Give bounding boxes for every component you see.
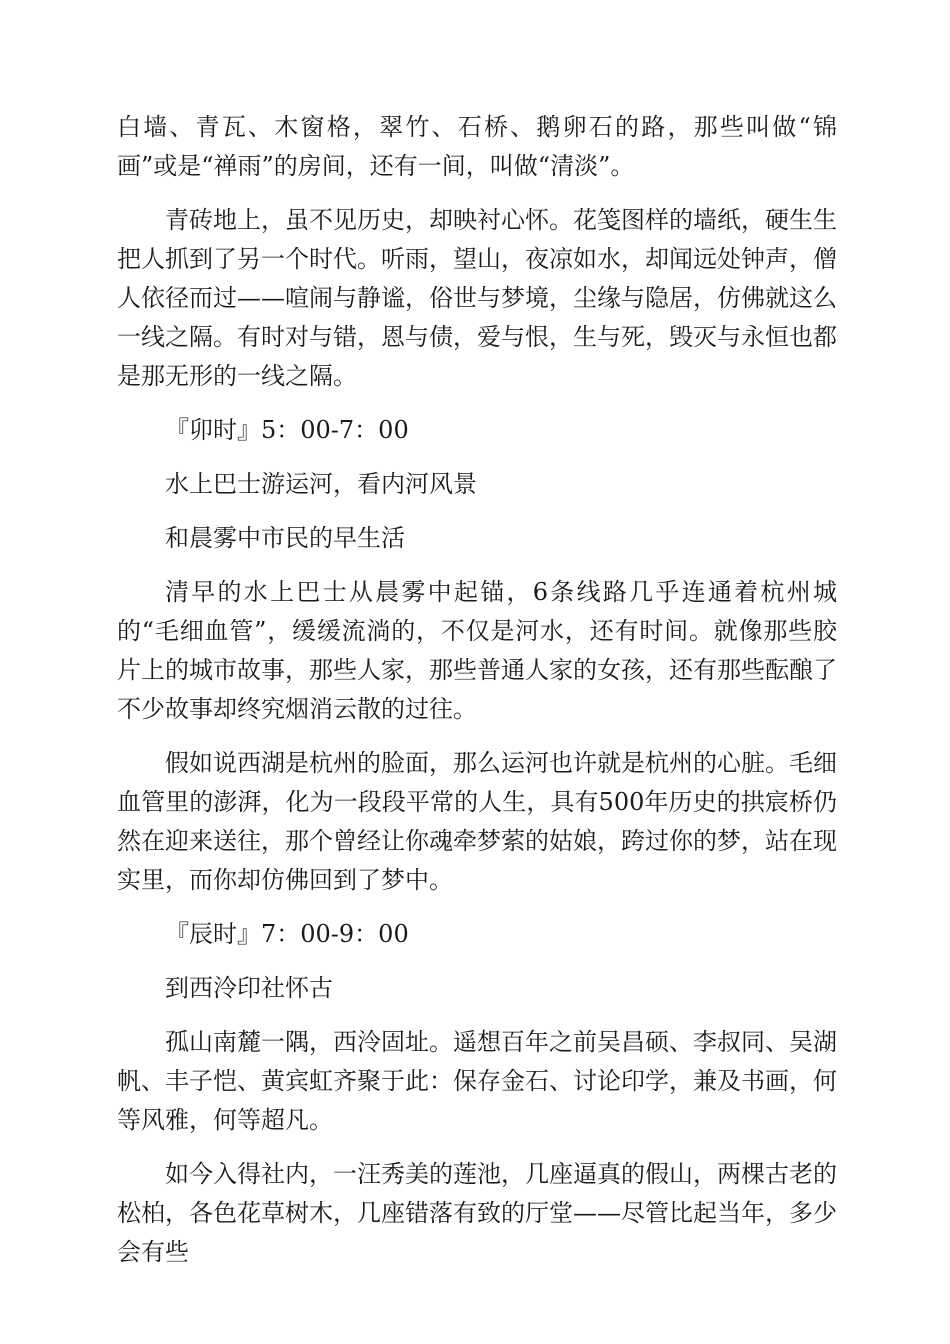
time-heading-mao: 『卯时』5：00-7：00 bbox=[165, 416, 409, 444]
paragraph: 假如说西湖是杭州的脸面，那么运河也许就是杭州的心脏。毛细血管里的澎湃，化为一段段平常的人生，具有500年历史的拱宸桥仍然在迎来送往，那个曾经让你魂牵梦萦的姑娘，跨过你的梦，站在现实里，而你却仿佛回到了梦中。 bbox=[117, 749, 837, 894]
paragraph: 孤山南麓一隅，西泠固址。遥想百年之前吴昌硕、李叔同、吴湖帆、丰子恺、黄宾虹齐聚于此：保存金石、讨论印学，兼及书画，何等风雅，何等超凡。 bbox=[117, 1028, 837, 1134]
paragraph: 如今入得社内，一汪秀美的莲池，几座逼真的假山，两棵古老的松柏，各色花草树木，几座错落有致的厅堂——尽管比起当年，多少会有些 bbox=[117, 1160, 837, 1266]
section-subtitle: 到西泠印社怀古 bbox=[165, 974, 333, 1002]
section-subtitle: 和晨雾中市民的早生活 bbox=[165, 524, 405, 552]
section-subtitle: 水上巴士游运河，看内河风景 bbox=[165, 470, 477, 498]
paragraph-continued: 白墙、青瓦、木窗格，翠竹、石桥、鹅卵石的路，那些叫做“锦画”或是“禅雨”的房间，还有一间，叫做“清淡”。 bbox=[117, 113, 837, 180]
paragraph: 青砖地上，虽不见历史，却映衬心怀。花笺图样的墙纸，硬生生把人抓到了另一个时代。听雨，望山，夜凉如水，却闻远处钟声，僧人依径而过——喧闹与静谧，俗世与梦境，尘缘与隐居，仿佛就这么一线之隔。有时对与错，恩与债，爱与恨，生与死，毁灭与永恒也都是那无形的一线之隔。 bbox=[117, 206, 837, 390]
paragraph: 清早的水上巴士从晨雾中起锚，6条线路几乎连通着杭州城的“毛细血管”，缓缓流淌的，不仅是河水，还有时间。就像那些胶片上的城市故事，那些人家，那些普通人家的女孩，还有那些酝酿了不少故事却终究烟消云散的过往。 bbox=[117, 578, 837, 723]
time-heading-chen: 『辰时』7：00-9：00 bbox=[165, 920, 409, 948]
document-body bbox=[117, 108, 837, 1287]
